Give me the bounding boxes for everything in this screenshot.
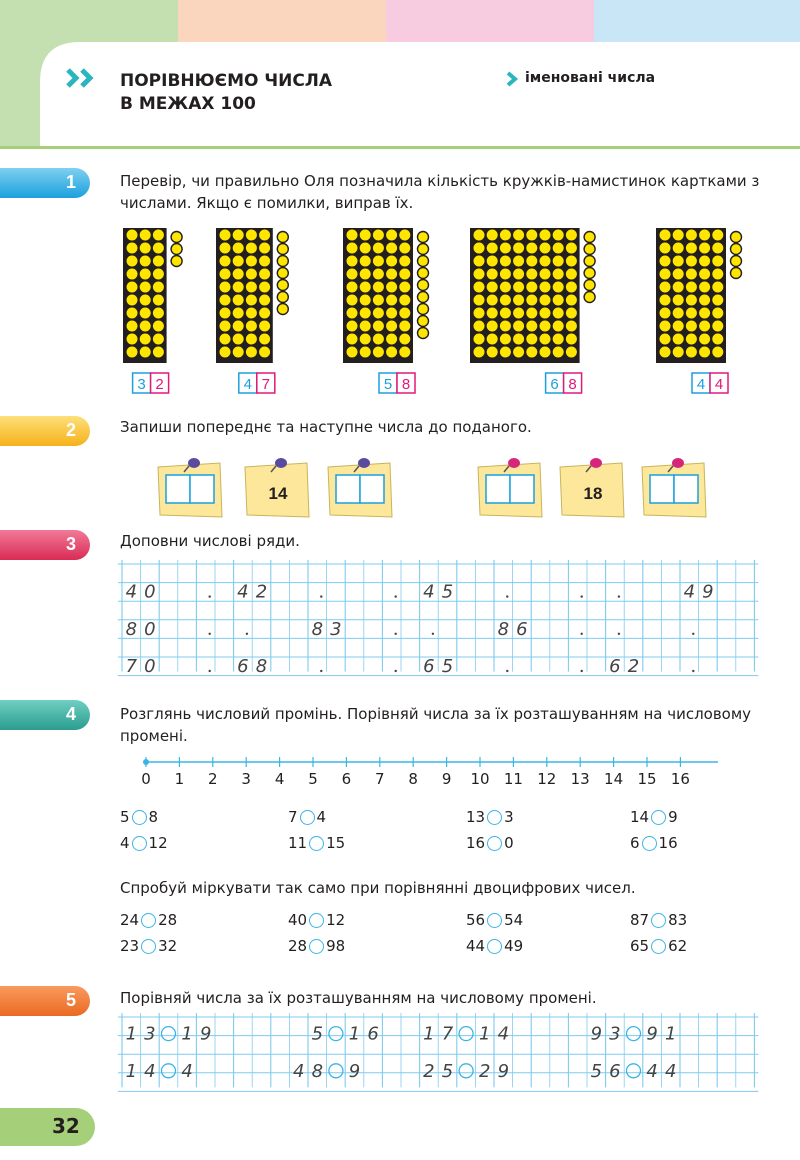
number-card <box>379 373 415 393</box>
given-number: 18 <box>583 484 603 503</box>
pair-digit: 8 <box>311 1060 324 1082</box>
compare-circle[interactable] <box>487 836 502 851</box>
comparison-item <box>120 834 168 852</box>
task2-text: Запиши попереднє та наступне числа до поданого. <box>120 418 532 436</box>
number-line-label: 4 <box>274 770 285 788</box>
pair-digit: 4 <box>664 1060 677 1082</box>
number-line-label: 3 <box>241 770 251 788</box>
number-line-label: 0 <box>141 770 151 788</box>
sticky-note <box>245 458 309 517</box>
compare-circle[interactable] <box>329 1027 343 1041</box>
comparison-item <box>630 911 687 929</box>
pair-digit: 4 <box>292 1060 305 1082</box>
number-line-label: 2 <box>208 770 218 788</box>
task-number-tab-1: 1 <box>0 168 90 198</box>
page-subtitle: іменовані числа <box>525 70 656 86</box>
series-digit: 6 <box>609 656 621 677</box>
comparison-item <box>120 911 177 929</box>
pair-digit: 6 <box>609 1060 621 1082</box>
pair-digit: 1 <box>348 1023 361 1045</box>
pair-digit: 4 <box>497 1023 510 1045</box>
compare-circle[interactable] <box>487 913 502 928</box>
compare-right: 54 <box>504 911 524 929</box>
compare-left: 13 <box>466 808 486 826</box>
comparison-item <box>466 834 514 852</box>
double-chevron-icon <box>66 68 106 88</box>
answer-cell[interactable] <box>190 475 214 503</box>
empty-slot[interactable] <box>395 670 397 672</box>
compare-right: 12 <box>148 834 168 852</box>
compare-right: 3 <box>504 808 514 826</box>
comparison-item <box>466 937 523 955</box>
number-line-label: 6 <box>341 770 352 788</box>
card-tens: 3 <box>137 376 146 393</box>
compare-left: 11 <box>288 834 308 852</box>
compare-circle[interactable] <box>651 939 666 954</box>
pair-digit: 4 <box>144 1060 156 1082</box>
compare-right: 16 <box>658 834 678 852</box>
answer-cell[interactable] <box>360 475 384 503</box>
compare-left: 40 <box>288 911 308 929</box>
answer-cell[interactable] <box>510 475 534 503</box>
comparison-item <box>466 808 514 826</box>
card-ones: 2 <box>155 376 164 393</box>
compare-right: 32 <box>158 937 178 955</box>
series-digit: 7 <box>125 656 138 677</box>
empty-slot[interactable] <box>692 633 694 635</box>
series-digit: 0 <box>144 581 156 603</box>
pair-digit: 9 <box>590 1023 603 1045</box>
compare-circle[interactable] <box>627 1064 641 1078</box>
pair-digit: 1 <box>181 1023 193 1045</box>
empty-slot[interactable] <box>618 633 620 635</box>
number-line-label: 14 <box>604 770 624 788</box>
comparison-item <box>630 937 687 955</box>
comparison-item <box>288 911 345 929</box>
compare-circle[interactable] <box>309 939 324 954</box>
task-number-tab-5: 5 <box>0 986 90 1016</box>
series-digit: 8 <box>125 618 138 640</box>
compare-left: 44 <box>466 937 486 955</box>
pair-digit: 4 <box>646 1060 658 1082</box>
pin-icon <box>672 458 684 468</box>
compare-circle[interactable] <box>651 810 666 825</box>
bead-groups <box>110 225 790 395</box>
comparison-item <box>288 937 345 955</box>
compare-right: 28 <box>158 911 178 929</box>
card-ones: 7 <box>261 376 270 393</box>
comparison-grid <box>118 1013 760 1101</box>
series-digit: 4 <box>423 581 435 603</box>
number-card <box>546 373 582 393</box>
series-digit: 5 <box>441 656 454 677</box>
number-line-label: 13 <box>570 770 590 788</box>
pair-digit: 1 <box>478 1023 491 1045</box>
number-line-label: 9 <box>441 770 452 788</box>
pair-digit: 9 <box>199 1023 212 1045</box>
series-digit: 6 <box>423 656 435 677</box>
pair-digit: 5 <box>311 1023 324 1045</box>
card-tens: 4 <box>243 376 252 393</box>
compare-circle[interactable] <box>132 836 147 851</box>
pair-digit: 9 <box>646 1023 658 1045</box>
comparison-item <box>288 834 345 852</box>
compare-right: 49 <box>504 937 524 955</box>
empty-slot[interactable] <box>209 595 211 597</box>
compare-right: 0 <box>504 834 514 852</box>
number-line-label: 7 <box>375 770 385 788</box>
number-line-label: 8 <box>408 770 418 788</box>
compare-circle[interactable] <box>309 836 324 851</box>
given-number: 14 <box>268 484 288 503</box>
card-ones: 8 <box>568 376 577 393</box>
pair-digit: 3 <box>609 1023 621 1045</box>
empty-slot[interactable] <box>209 670 211 672</box>
pair-digit: 9 <box>497 1060 510 1082</box>
number-line-label: 11 <box>503 770 523 788</box>
compare-circle[interactable] <box>141 939 156 954</box>
comparison-item <box>120 808 158 826</box>
compare-circle[interactable] <box>132 810 147 825</box>
pair-digit: 1 <box>664 1023 677 1045</box>
bead-group <box>216 228 288 363</box>
empty-slot[interactable] <box>209 633 211 635</box>
compare-left: 5 <box>120 808 130 826</box>
series-digit: 2 <box>627 656 640 677</box>
pin-icon <box>358 458 370 468</box>
compare-circle[interactable] <box>162 1064 176 1078</box>
series-digit: 2 <box>255 581 268 603</box>
bead-group <box>123 228 182 363</box>
compare-left: 28 <box>288 937 308 955</box>
empty-slot[interactable] <box>395 595 397 597</box>
compare-circle[interactable] <box>642 836 657 851</box>
number-line-label: 15 <box>637 770 657 788</box>
number-line-label: 12 <box>537 770 557 788</box>
pair-digit: 7 <box>441 1023 454 1045</box>
compare-circle[interactable] <box>487 810 502 825</box>
comparison-item <box>466 911 523 929</box>
task-number-tab-2: 2 <box>0 416 90 446</box>
pin-icon <box>275 458 287 468</box>
compare-circle[interactable] <box>459 1064 473 1078</box>
number-series-grid <box>118 560 760 678</box>
compare-left: 4 <box>120 834 130 852</box>
series-digit: 5 <box>441 581 454 603</box>
compare-left: 87 <box>630 911 650 929</box>
compare-circle[interactable] <box>487 939 502 954</box>
series-digit: 0 <box>144 656 156 677</box>
answer-cell[interactable] <box>650 475 674 503</box>
pair-digit: 9 <box>348 1060 361 1082</box>
task4-text: Розглянь числовий промінь. Порівняй числа за їх розташуванням на числовому промені. <box>120 705 752 745</box>
compare-right: 9 <box>668 808 678 826</box>
series-digit: 8 <box>311 618 324 640</box>
answer-cell[interactable] <box>486 475 510 503</box>
comparison-item <box>630 808 678 826</box>
task4-text2: Спробуй міркувати так само при порівнянні двоцифрових чисел. <box>120 879 636 897</box>
bead-group <box>656 228 742 363</box>
pair-digit: 1 <box>125 1023 138 1045</box>
compare-circle[interactable] <box>651 913 666 928</box>
compare-left: 6 <box>630 834 640 852</box>
number-line-label: 1 <box>174 770 185 788</box>
series-digit: 8 <box>497 618 510 640</box>
empty-slot[interactable] <box>395 633 397 635</box>
answer-cell[interactable] <box>166 475 190 503</box>
sticky-note <box>642 458 706 517</box>
pair-digit: 2 <box>423 1060 435 1082</box>
empty-slot[interactable] <box>246 633 248 635</box>
number-line-label: 10 <box>470 770 490 788</box>
empty-slot[interactable] <box>581 633 583 635</box>
number-line-label: 16 <box>670 770 690 788</box>
card-tens: 4 <box>696 376 706 393</box>
compare-left: 65 <box>630 937 650 955</box>
compare-right: 4 <box>316 808 327 826</box>
sticky-note <box>328 458 392 517</box>
comparison-item <box>630 834 678 852</box>
page-number: 32 <box>0 1108 95 1146</box>
pin-icon <box>508 458 520 468</box>
number-line-label: 5 <box>308 770 318 788</box>
compare-circle[interactable] <box>627 1027 641 1041</box>
empty-slot[interactable] <box>506 595 508 597</box>
pair-digit: 1 <box>125 1060 138 1082</box>
compare-circle[interactable] <box>162 1027 176 1041</box>
compare-right: 62 <box>668 937 688 955</box>
series-digit: 9 <box>702 581 714 603</box>
bead-group <box>470 228 595 363</box>
series-digit: 6 <box>516 618 528 640</box>
empty-slot[interactable] <box>581 670 583 672</box>
pin-icon <box>188 458 200 468</box>
series-digit: 4 <box>237 581 249 603</box>
pair-digit: 5 <box>441 1060 454 1082</box>
empty-slot[interactable] <box>320 595 322 597</box>
sticky-notes <box>150 455 710 525</box>
series-digit: 4 <box>683 581 696 603</box>
compare-circle[interactable] <box>329 1064 343 1078</box>
compare-left: 16 <box>466 834 486 852</box>
compare-right: 12 <box>326 911 346 929</box>
series-digit: 0 <box>144 618 156 640</box>
pair-digit: 6 <box>367 1023 379 1045</box>
compare-left: 14 <box>630 808 650 826</box>
compare-right: 8 <box>148 808 159 826</box>
pair-digit: 3 <box>144 1023 156 1045</box>
answer-cell[interactable] <box>336 475 360 503</box>
sticky-note <box>478 458 542 517</box>
number-card <box>239 373 275 393</box>
comparison-item <box>288 808 326 826</box>
pair-digit: 2 <box>478 1060 491 1082</box>
pin-icon <box>590 458 602 468</box>
card-ones: 4 <box>714 376 724 393</box>
pair-digit: 4 <box>181 1060 193 1082</box>
page-title: ПОРІВНЮЄМО ЧИСЛА В МЕЖАХ 100 <box>120 71 333 114</box>
series-digit: 8 <box>255 656 268 677</box>
card-tens: 5 <box>383 376 393 393</box>
empty-slot[interactable] <box>320 670 322 672</box>
empty-slot[interactable] <box>618 595 620 597</box>
empty-slot[interactable] <box>432 633 434 635</box>
number-card <box>133 373 169 393</box>
compare-left: 56 <box>466 911 486 929</box>
comparison-item <box>120 937 177 955</box>
compare-left: 24 <box>120 911 140 929</box>
card-ones: 8 <box>401 376 411 393</box>
task1-text: Перевір, чи правильно Оля позначила кількість кружків-намистинок картками з числами. Якщо є помилки, виправ їх. <box>120 172 760 212</box>
compare-left: 7 <box>288 808 298 826</box>
compare-right: 98 <box>326 937 346 955</box>
task-number-tab-4: 4 <box>0 700 90 730</box>
empty-slot[interactable] <box>506 670 508 672</box>
series-digit: 6 <box>237 656 249 677</box>
task-number-tab-3: 3 <box>0 530 90 560</box>
task5-text: Порівняй числа за їх розташуванням на числовому промені. <box>120 989 597 1007</box>
task3-text: Доповни числові ряди. <box>120 532 300 550</box>
sticky-note <box>560 458 624 517</box>
pair-digit: 5 <box>590 1060 603 1082</box>
compare-right: 15 <box>326 834 346 852</box>
compare-circle[interactable] <box>141 913 156 928</box>
empty-slot[interactable] <box>692 670 694 672</box>
number-line <box>140 755 720 769</box>
number-card <box>692 373 728 393</box>
series-digit: 3 <box>330 618 342 640</box>
compare-circle[interactable] <box>300 810 315 825</box>
answer-cell[interactable] <box>674 475 698 503</box>
bead-group <box>343 228 429 363</box>
compare-right: 83 <box>668 911 688 929</box>
compare-circle[interactable] <box>309 913 324 928</box>
empty-slot[interactable] <box>581 595 583 597</box>
compare-left: 23 <box>120 937 140 955</box>
series-digit: 4 <box>125 581 138 603</box>
chevron-icon <box>505 71 519 87</box>
pair-digit: 1 <box>423 1023 435 1045</box>
card-tens: 6 <box>550 376 559 393</box>
compare-circle[interactable] <box>459 1027 473 1041</box>
sticky-note <box>158 458 222 517</box>
